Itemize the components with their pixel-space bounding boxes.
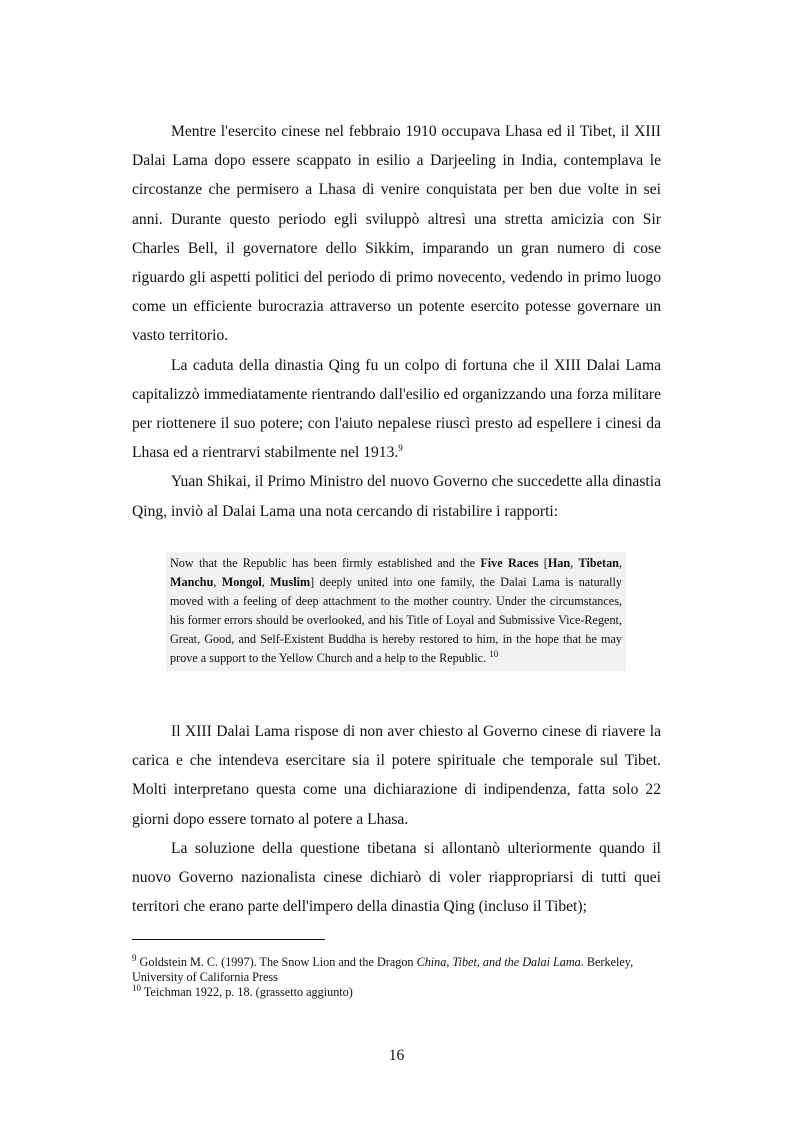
footnote-10-text: Teichman 1922, p. 18. (grassetto aggiunto) bbox=[141, 985, 353, 1000]
footnote-9-title: China, Tibet, and the Dalai Lama bbox=[416, 955, 581, 969]
footnote-separator bbox=[132, 939, 325, 940]
paragraph-5: La soluzione della questione tibetana si allontanò ulteriormente quando il nuovo Governo nazionalista cinese dichiarò di voler riappropriarsi di tutti quei territori che erano parte dell'impero della dinastia Qing (incluso il Tibet); bbox=[132, 839, 661, 916]
footnote-ref-10: 10 bbox=[489, 648, 499, 659]
footnote-9-text-before: Goldstein M. C. (1997). The Snow Lion and the Dragon bbox=[136, 955, 417, 969]
quote-sep-2: , bbox=[618, 556, 623, 570]
paragraph-2-text: La caduta della dinastia Qing fu un colpo di fortuna che il XIII Dalai Lama capitalizzò immediatamente rientrando dall'esilio ed organizzando una forza militare per riottenere il suo potere; con l'aiuto nepalese riuscì presto ad espellere i cinesi da Lhasa ed a rientrarvi stabilmente nel 1913. bbox=[132, 356, 661, 462]
quote-sep-1: , bbox=[570, 556, 579, 570]
paragraph-3: Yuan Shikai, il Primo Ministro del nuovo Governo che succedette alla dinastia Qing, inviò al Dalai Lama una nota cercando di ristabilire i rapporti: bbox=[132, 473, 661, 520]
quote-text-1: Now that the Republic has been firmly established and the bbox=[170, 556, 481, 570]
footnote-9 bbox=[132, 952, 661, 985]
quote-text-3: ] deeply united into one family, the Dalai Lama is naturally moved with a feeling of deep attachment to the mother country. Under the circumstances, his former errors should be overlooked, and his Title of Loyal and Submissive Vice-Regent, Great, Good, and Self-Existent Buddha is hereby restored to him, in the hope that he may prove a support to the Yellow Church and a help to the Republic. bbox=[170, 574, 623, 665]
body-text-top bbox=[132, 117, 661, 526]
footnote-10-number: 10 bbox=[132, 983, 141, 994]
footnote-9-text-after: . Berkeley, University of California Press bbox=[132, 955, 634, 985]
footnote-9-number: 9 bbox=[132, 952, 137, 963]
page-number: 16 bbox=[388, 1047, 405, 1064]
quote-tibetan: Tibetan bbox=[578, 556, 619, 570]
quote-muslim: Muslim bbox=[270, 574, 311, 589]
footnote-ref-9: 9 bbox=[398, 443, 403, 454]
quote-text-2: [ bbox=[538, 556, 548, 570]
quote-mongol: Mongol bbox=[221, 574, 262, 589]
quote-sep-4: , bbox=[261, 574, 271, 589]
paragraph-2 bbox=[132, 351, 661, 468]
paragraph-4: Il XIII Dalai Lama rispose di non aver chiesto al Governo cinese di riavere la carica e che intendeva esercitare sia il potere spirituale che temporale sul Tibet. Molti interpretano questa come una dichiarazione di indipendenza, fatta solo 22 giorni dopo essere tornato al potere a Lhasa. bbox=[132, 723, 661, 828]
paragraph-1: Mentre l'esercito cinese nel febbraio 1910 occupava Lhasa ed il Tibet, il XIII Dalai Lama dopo essere scappato in esilio a Darjeeling in India, contemplava le circostanze che permisero a Lhasa di venire conquistata per ben due volte in sei anni. Durante questo periodo egli sviluppò altresì una stretta amicizia con Sir Charles Bell, il governatore dello Sikkim, imparando un gran numero di cose riguardo gli aspetti politici del periodo di primo novecento, vedendo in primo luogo come un efficiente burocrazia attraverso un potente esercito potesse governare un vasto territorio. bbox=[132, 123, 661, 345]
quote-han: Han bbox=[547, 556, 571, 570]
footnotes bbox=[132, 952, 661, 1001]
body-text-bottom bbox=[132, 717, 661, 921]
quote-five-races: Five Races bbox=[480, 556, 539, 570]
quote-manchu: Manchu bbox=[170, 574, 214, 589]
quote-sep-3: , bbox=[213, 574, 222, 589]
block-quote bbox=[166, 552, 626, 671]
footnote-10 bbox=[132, 985, 661, 1000]
